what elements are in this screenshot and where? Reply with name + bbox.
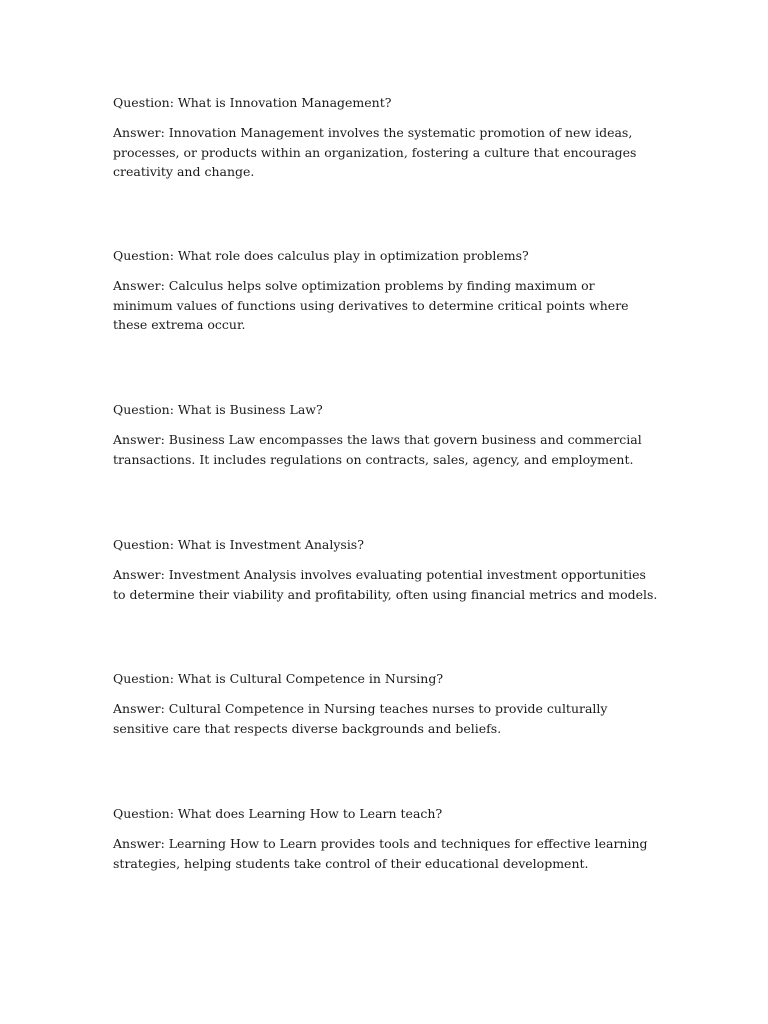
question-text: Question: What is Investment Analysis? — [113, 537, 364, 552]
answer-text: Answer: Investment Analysis involves evaluating potential investment opportunities to determine their viability and profitability, often using financial metrics and models. — [113, 567, 658, 602]
question-text: Question: What is Innovation Management? — [113, 95, 392, 110]
question-text: Question: What role does calculus play in optimization problems? — [113, 248, 529, 263]
qa-block — [113, 535, 658, 604]
qa-block — [113, 93, 658, 182]
qa-block — [113, 246, 658, 335]
answer-text: Answer: Calculus helps solve optimization problems by finding maximum or minimum values of functions using derivatives to determine critical points where these extrema occur. — [113, 278, 629, 332]
question-text: Question: What does Learning How to Learn teach? — [113, 806, 443, 821]
answer-text: Answer: Learning How to Learn provides tools and techniques for effective learning strategies, helping students take control of their educational development. — [113, 836, 648, 871]
answer-text: Answer: Cultural Competence in Nursing teaches nurses to provide culturally sensitive care that respects diverse backgrounds and beliefs. — [113, 701, 608, 736]
question-text: Question: What is Cultural Competence in Nursing? — [113, 671, 444, 686]
qa-block — [113, 400, 658, 469]
answer-text: Answer: Innovation Management involves the systematic promotion of new ideas, processes, or products within an organization, fostering a culture that encourages creativity and change. — [113, 125, 637, 179]
qa-block — [113, 804, 658, 873]
question-text: Question: What is Business Law? — [113, 402, 323, 417]
qa-block — [113, 669, 658, 738]
answer-text: Answer: Business Law encompasses the laws that govern business and commercial transactions. It includes regulations on contracts, sales, agency, and employment. — [113, 432, 642, 467]
